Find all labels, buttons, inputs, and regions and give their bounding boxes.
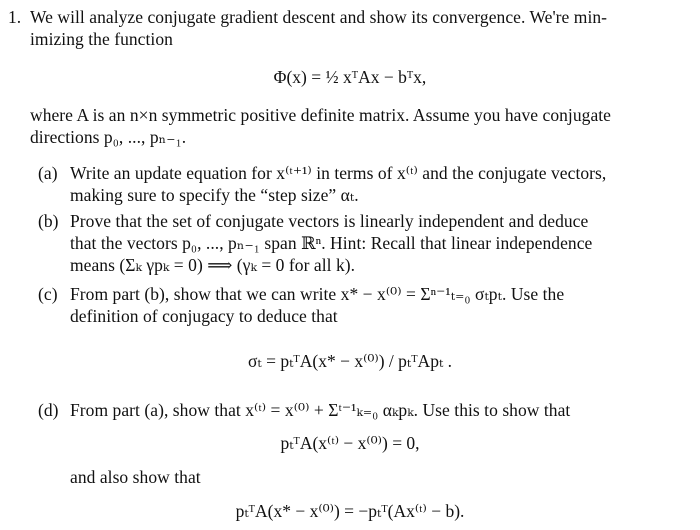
equation-orthogonality: pₜᵀA(x⁽ᵗ⁾ − x⁽⁰⁾) = 0, — [280, 433, 420, 453]
part-b-line-3: means (Σₖ γpₖ = 0) ⟹ (γₖ = 0 for all k). — [70, 255, 356, 275]
part-d-line-1: From part (a), show that x⁽ᵗ⁾ = x⁽⁰⁾ + Σᵗ⁻¹ₖ₌₀ αₖpₖ. Use this to show that — [70, 400, 571, 420]
part-b-line-2: that the vectors p₀, ..., pₙ₋₁ span ℝⁿ. Hint: Recall that linear independence — [70, 233, 593, 253]
part-a-line-1: Write an update equation for x⁽ᵗ⁺¹⁾ in terms of x⁽ᵗ⁾ and the conjugate vectors, — [70, 163, 607, 183]
equation-sigma: σₜ = pₜᵀA(x* − x⁽⁰⁾) / pₜᵀApₜ . — [247, 351, 453, 371]
part-b-label: (b) — [38, 211, 59, 231]
part-a-line-2: making sure to specify the “step size” αₜ. — [70, 185, 359, 205]
intro-line-2: imizing the function — [30, 29, 173, 49]
intro-line-1: We will analyze conjugate gradient descent and show its convergence. We're min- — [30, 7, 608, 27]
part-c-line-2: definition of conjugacy to deduce that — [70, 306, 338, 326]
after-line-1: where A is an n×n symmetric positive definite matrix. Assume you have conjugate — [30, 105, 611, 125]
part-d-line-2: and also show that — [70, 467, 201, 487]
part-c-line-1: From part (b), show that we can write x* − x⁽⁰⁾ = Σⁿ⁻¹ₜ₌₀ σₜpₜ. Use the — [70, 284, 565, 304]
part-c-label: (c) — [38, 284, 58, 304]
part-a-label: (a) — [38, 163, 58, 183]
problem-number: 1. — [8, 7, 22, 27]
part-b-line-1: Prove that the set of conjugate vectors is linearly independent and deduce — [70, 211, 589, 231]
equation-residual: pₜᵀA(x* − x⁽⁰⁾) = −pₜᵀ(Ax⁽ᵗ⁾ − b). — [235, 501, 465, 521]
equation-phi: Φ(x) = ½ xᵀAx − bᵀx, — [273, 67, 427, 87]
after-line-2: directions p₀, ..., pₙ₋₁. — [30, 127, 187, 147]
part-d-label: (d) — [38, 400, 59, 420]
